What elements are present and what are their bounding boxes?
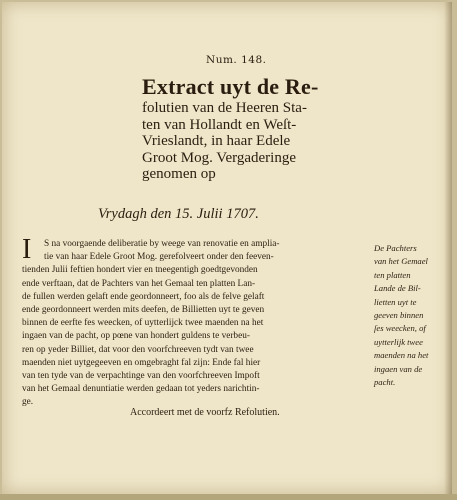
document-number: Num. 148.	[206, 54, 267, 66]
body-line: van het Gemaal denuntiatie werden gedaan tot yeders narichtin-	[22, 384, 260, 395]
margin-note-line: uytterlijk twee	[374, 336, 423, 347]
body-line: van ten tyde van de verpachtinge van den voorfchreeven Impoft	[22, 371, 260, 382]
title-continuation	[142, 100, 382, 183]
body-line: ende geordonneert werden mits deefen, de Billietten uyt te geven	[22, 305, 265, 316]
margin-note-line: Lande de Bil-	[374, 283, 421, 294]
body-line: tienden Julii feftien hondert vier en tneegentigh goedtgevonden	[22, 265, 258, 276]
margin-note-line: maenden na het	[374, 350, 429, 361]
drop-cap: I	[22, 234, 32, 265]
page-bottom-edge	[0, 494, 457, 500]
title-line: ten van Hollandt en Weſt-	[142, 116, 297, 133]
margin-note-line: van het Gemael	[374, 256, 428, 267]
title-line: genomen op	[142, 166, 216, 182]
margin-note-line: ſes weecken, of	[374, 323, 426, 334]
margin-note-line: pacht.	[374, 377, 396, 388]
margin-note	[374, 242, 454, 389]
title-line: Groot Mog. Vergaderinge	[142, 149, 296, 166]
resolution-date: Vrydagh den 15. Julii 1707.	[98, 206, 259, 222]
title-line: Vrieslandt, in haar Edele	[142, 133, 291, 149]
body-line: tie van haar Edele Groot Mog. gerefolveert onder den feeven-	[44, 252, 274, 263]
margin-note-line: ten platten	[374, 269, 411, 280]
document-page	[2, 2, 452, 494]
body-line: ende verftaan, dat de Pachters van het Gemaal ten platten Lan-	[22, 278, 256, 289]
body-line: ren op yeder Billiet, dat voor den voorfchreeven tydt van twee	[22, 344, 254, 355]
body-line: maenden niet uytgegeeven en omgebraght fal zijn: Ende fal hier	[22, 357, 261, 368]
closing-line: Accordeert met de voorfz Refolutien.	[130, 407, 280, 418]
title-line: folutien van de Heeren Sta-	[142, 100, 307, 116]
margin-note-line: geeven binnen	[374, 310, 424, 321]
margin-note-line: De Pachters	[374, 243, 417, 253]
body-line: de fullen werden gelaft ende geordonneert, foo als de felve gelaft	[22, 291, 265, 302]
body-line: S na voorgaende deliberatie by weege van renovatie en amplia-	[44, 239, 280, 249]
body-line: ingaen van de pacht, op pœne van hondert guldens te verbeu-	[22, 331, 250, 342]
resolution-body	[22, 234, 362, 410]
document-title: Extract uyt de Re-	[142, 74, 319, 99]
body-line: binnen de eerfte fes weecken, of uytterlijck twee maenden na het	[22, 318, 264, 329]
margin-note-line: lietten uyt te	[374, 296, 417, 307]
margin-note-line: ingaen van de	[374, 363, 423, 374]
body-line: ge.	[22, 397, 34, 408]
